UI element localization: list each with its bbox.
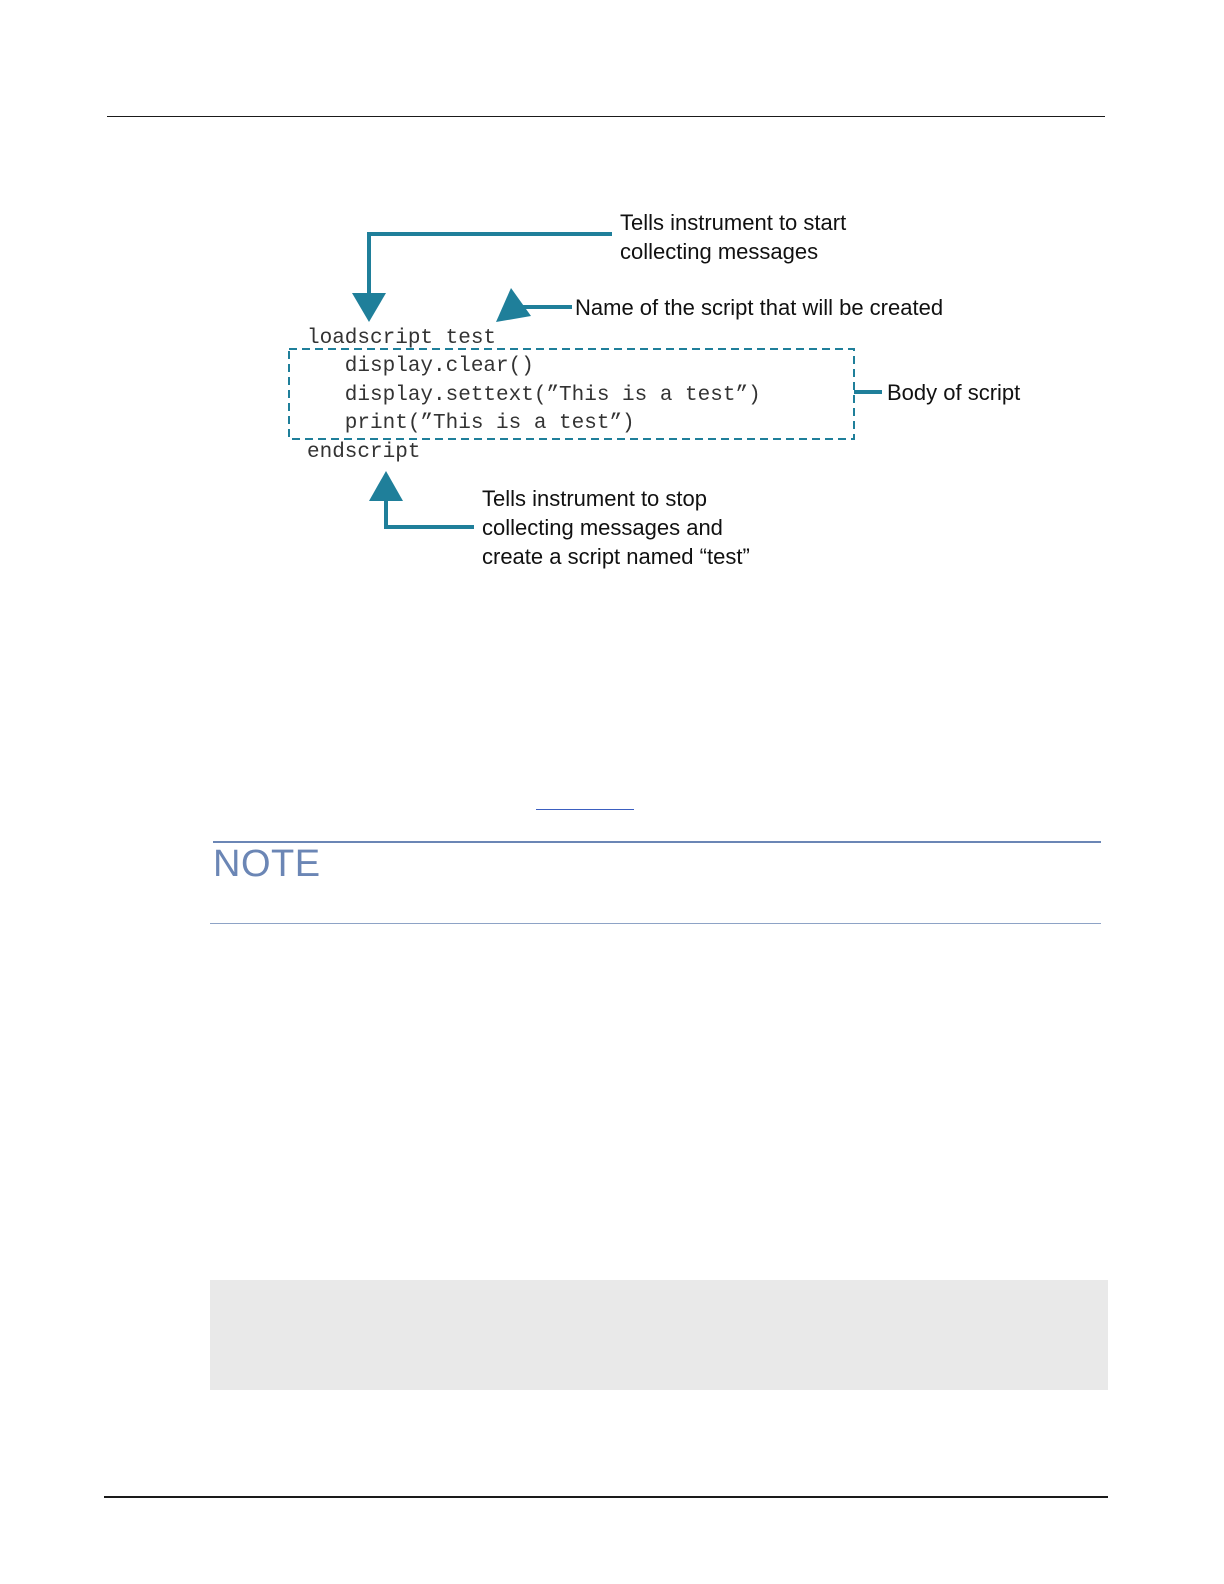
end-arrow-line xyxy=(386,498,474,527)
callout-start-line: collecting messages xyxy=(620,239,819,264)
callout-end xyxy=(482,484,750,571)
callout-start-line: Tells instrument to start xyxy=(620,210,847,235)
code-line-clear: display.clear() xyxy=(307,355,534,378)
callout-end-line: Tells instrument to stop xyxy=(482,486,707,511)
code-line-endscript: endscript xyxy=(307,441,421,464)
code-line-settext: display.settext(”This is a test”) xyxy=(307,384,761,407)
note-top-rule xyxy=(213,841,1101,843)
callout-start xyxy=(620,208,846,266)
code-line-loadscript: loadscript test xyxy=(307,327,497,350)
footer-rule xyxy=(104,1496,1108,1498)
note-label: NOTE xyxy=(213,843,321,885)
callout-body: Body of script xyxy=(887,380,1021,405)
start-arrow-head xyxy=(352,293,386,322)
callout-name: Name of the script that will be created xyxy=(575,295,944,320)
note-bottom-rule xyxy=(210,923,1101,924)
code-line-print: print(”This is a test”) xyxy=(307,412,635,435)
hyperlink-underline[interactable] xyxy=(536,809,634,810)
code-example-box xyxy=(210,1280,1108,1390)
callout-end-line: collecting messages and xyxy=(482,515,723,540)
start-arrow-line xyxy=(369,234,612,296)
end-arrow-head xyxy=(369,471,403,501)
script-diagram xyxy=(0,0,1224,620)
callout-end-line: create a script named “test” xyxy=(482,544,750,569)
